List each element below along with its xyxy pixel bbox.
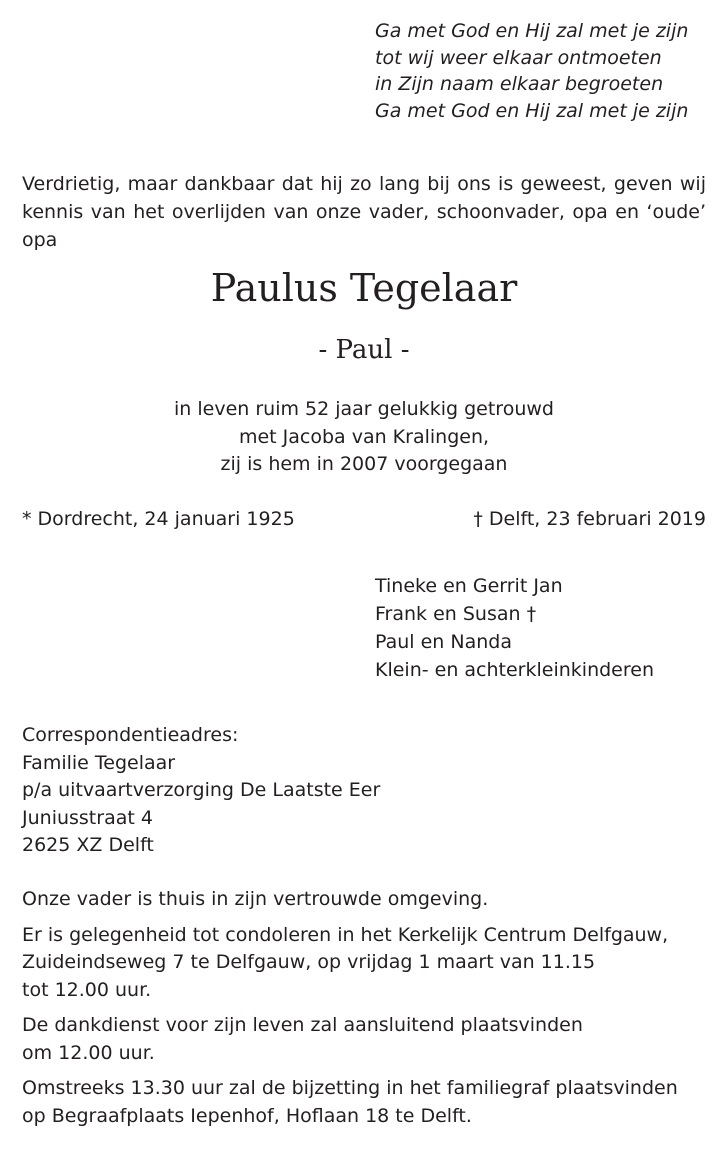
paragraph-line: op Begraafplaats Iepenhof, Hoflaan 18 te Delft. xyxy=(22,1104,472,1127)
intro-text: Verdrietig, maar dankbaar dat hij zo lang bij ons is geweest, geven wij kennis van het overlijden van onze vader, schoonvader, opa en ‘oude’ opa xyxy=(22,173,706,251)
marriage-line: zij is hem in 2007 voorgegaan xyxy=(220,453,508,475)
poem xyxy=(375,18,720,124)
marriage-info xyxy=(0,396,728,479)
paragraph-line: om 12.00 uur. xyxy=(22,1041,155,1064)
deceased-name: Paulus Tegelaar xyxy=(210,266,518,310)
poem-line: in Zijn naam elkaar begroeten xyxy=(375,73,664,95)
paragraph-line: Zuideindseweg 7 te Delfgauw, op vrijdag 1 maart van 11.15 xyxy=(22,951,596,973)
death-date: † Delft, 23 februari 2019 xyxy=(473,508,706,530)
family-member: Klein- en achterkleinkinderen xyxy=(375,659,654,681)
marriage-line: in leven ruim 52 jaar gelukkig getrouwd xyxy=(174,398,554,420)
birth-date: * Dordrecht, 24 januari 1925 xyxy=(22,508,295,530)
paragraph-line: Omstreeks 13.30 uur zal de bijzetting in het familiegraf plaatsvinden xyxy=(22,1077,678,1099)
family-member: Paul en Nanda xyxy=(375,631,512,653)
address-line: Correspondentieadres: xyxy=(22,724,239,746)
poem-line: Ga met God en Hij zal met je zijn xyxy=(375,99,689,122)
address-line: Juniusstraat 4 xyxy=(22,806,153,829)
marriage-line: met Jacoba van Kralingen, xyxy=(238,425,490,448)
address-line: 2625 XZ Delft xyxy=(22,834,154,856)
paragraph-line: Onze vader is thuis in zijn vertrouwde omgeving. xyxy=(22,888,489,910)
family-list xyxy=(375,572,654,684)
paragraph-condolence xyxy=(22,922,712,1005)
paragraph-service xyxy=(22,1012,712,1067)
family-member: Frank en Susan † xyxy=(375,603,537,625)
deceased-nickname: - Paul - xyxy=(318,335,410,365)
paragraph-line: tot 12.00 uur. xyxy=(22,978,152,1001)
poem-line: tot wij weer elkaar ontmoeten xyxy=(375,46,662,69)
paragraph-line: Er is gelegenheid tot condoleren in het Kerkelijk Centrum Delfgauw, xyxy=(22,923,669,946)
paragraph-home xyxy=(22,886,712,914)
correspondence-address xyxy=(22,722,380,860)
paragraph-line: De dankdienst voor zijn leven zal aansluitend plaatsvinden xyxy=(22,1014,583,1036)
poem-line: Ga met God en Hij zal met je zijn xyxy=(375,20,689,42)
address-line: p/a uitvaartverzorging De Laatste Eer xyxy=(22,779,381,801)
arrangement-details xyxy=(22,886,712,1138)
paragraph-burial xyxy=(22,1075,712,1130)
address-line: Familie Tegelaar xyxy=(22,751,176,774)
family-member: Tineke en Gerrit Jan xyxy=(375,575,563,597)
